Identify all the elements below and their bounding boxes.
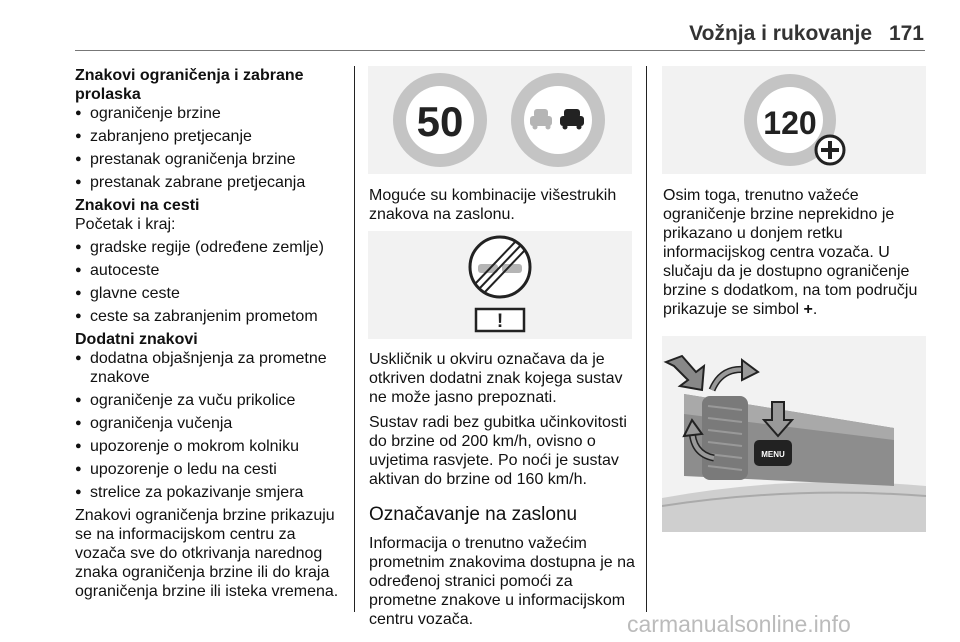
end-of-no-overtaking-sign-icon bbox=[470, 237, 530, 297]
svg-text:MENU: MENU bbox=[761, 450, 785, 459]
speed-limit-sign-icon bbox=[393, 73, 487, 167]
header-rule bbox=[75, 50, 925, 51]
list-item: ● dodatna objašnjenja za prometne znakove bbox=[75, 349, 347, 387]
plus-symbol: + bbox=[803, 301, 813, 318]
column-2-text bbox=[369, 350, 639, 629]
road-signs-intro: Početak i kraj: bbox=[75, 216, 176, 233]
list-item: ● strelice za pokazivanje smjera bbox=[75, 483, 347, 502]
figure-stalk-control bbox=[662, 336, 926, 532]
list-item: ● autoceste bbox=[75, 261, 347, 280]
figure-speed-120-plus bbox=[662, 66, 926, 174]
svg-text:!: ! bbox=[496, 311, 504, 332]
column-divider-2 bbox=[646, 66, 647, 612]
list-item: ● ograničenja vučenja bbox=[75, 414, 347, 433]
turn-signal-stalk-icon bbox=[684, 394, 894, 486]
list-item: ● prestanak zabrane pretjecanja bbox=[75, 173, 347, 192]
figure-speed-and-no-overtaking-signs bbox=[368, 66, 632, 174]
paragraph-speed-range: Sustav radi bez gubitka učinkovitosti do brzine od 200 km/h, ovisno o uvjetima rasvjete. Po noći je sustav aktivan do brzine od 160 km/h. bbox=[369, 414, 627, 488]
paragraph-display-info: Informacija o trenutno važećim prometnim znakovima dostupna je na određenoj stranici pomoći za prometne znakove u informacijskom centru vozača. bbox=[369, 535, 635, 628]
list-item: ● ograničenje za vuču prikolice bbox=[75, 391, 347, 410]
list-item: ● prestanak ograničenja brzine bbox=[75, 150, 347, 169]
page-header-title: Vožnja i rukovanje bbox=[689, 22, 872, 45]
list-item: ● upozorenje o mokrom kolniku bbox=[75, 437, 347, 456]
exclamation-box-icon bbox=[476, 309, 524, 332]
rotate-up-arrow-icon bbox=[712, 360, 758, 390]
section-heading-additional-signs: Dodatni znakovi bbox=[75, 331, 198, 348]
paragraph-multiple-signs: Moguće su kombinacije višestrukih znakova na zaslonu. bbox=[369, 187, 617, 223]
section-heading-restriction-signs: Znakovi ograničenja i zabrane prolaska bbox=[75, 67, 304, 103]
list-item: ● gradske regije (određene zemlje) bbox=[75, 238, 347, 257]
press-arrow-icon bbox=[666, 356, 704, 390]
paragraph-exclamation: Uskličnik u okviru označava da je otkriven dodatni znak kojega sustav ne može jasno prepoznati. bbox=[369, 351, 623, 406]
column-1 bbox=[75, 66, 347, 601]
list-item: ● glavne ceste bbox=[75, 284, 347, 303]
watermark: carmanualsonline.info bbox=[627, 611, 851, 637]
section-heading-display: Označavanje na zaslonu bbox=[369, 504, 578, 525]
no-overtaking-sign-icon bbox=[511, 73, 605, 167]
list-item: ● ceste sa zabranjenim prometom bbox=[75, 307, 347, 326]
column-divider-1 bbox=[354, 66, 355, 612]
plus-circle-icon bbox=[816, 136, 844, 164]
list-item: ● upozorenje o ledu na cesti bbox=[75, 460, 347, 479]
svg-text:120: 120 bbox=[763, 105, 817, 141]
paragraph-current-limit: Osim toga, trenutno važeće ograničenje brzine neprekidno je prikazano u donjem retku informacijskog centra vozača. U slučaju da je dostupno ograničenje brzine s dodatkom, na tom području prikazuje se simbol +. bbox=[663, 187, 918, 318]
speed-sign-paragraph: Znakovi ograničenja brzine prikazuju se na informacijskom centru za vozača sve do otkrivanja narednog znaka ograničenja brzine ili do kraja ograničenja brzine ili isteka vremena. bbox=[75, 507, 339, 600]
list-item: ● ograničenje brzine bbox=[75, 104, 347, 123]
page-number: 171 bbox=[888, 22, 924, 45]
figure-end-restriction-sign bbox=[368, 231, 632, 339]
list-item: ● zabranjeno pretjecanje bbox=[75, 127, 347, 146]
svg-text:50: 50 bbox=[416, 98, 464, 145]
section-heading-road-signs: Znakovi na cesti bbox=[75, 197, 200, 214]
